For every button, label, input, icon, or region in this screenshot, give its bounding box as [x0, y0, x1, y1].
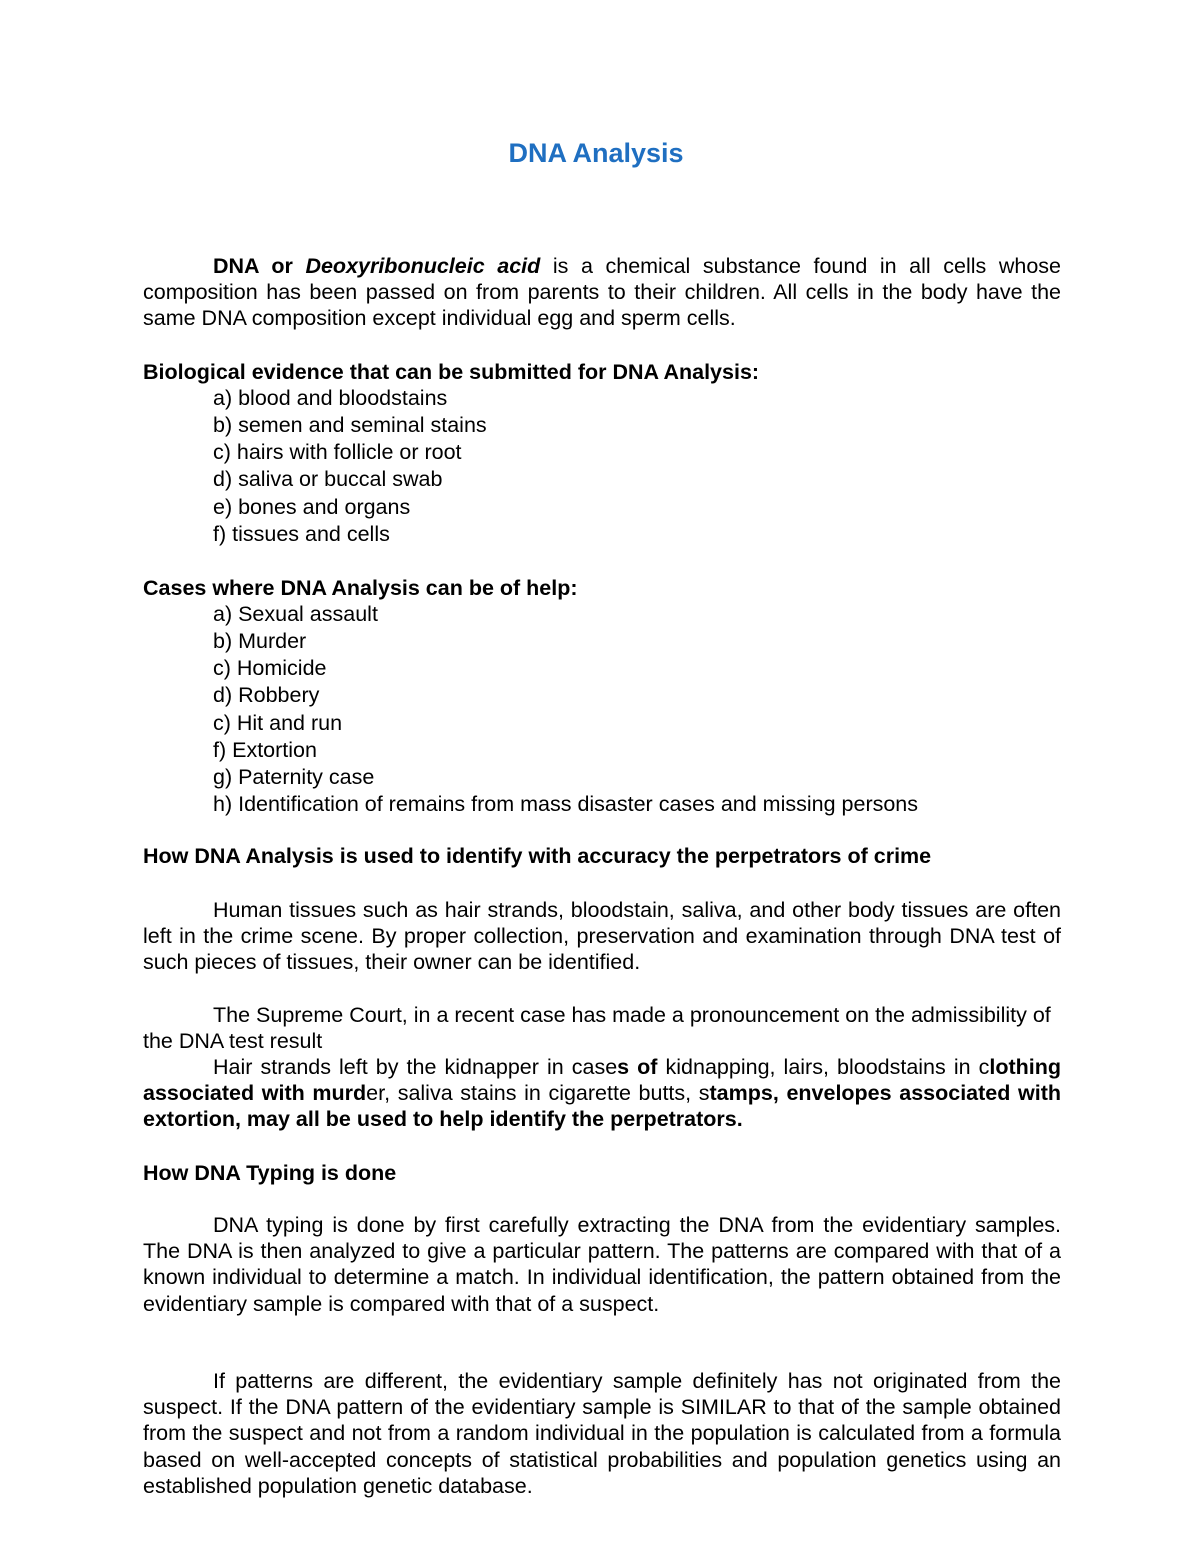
p3-text-a: Hair strands left by the kidnapper in case	[213, 1055, 618, 1079]
cases-section	[143, 575, 1061, 818]
document-page	[143, 0, 1061, 1553]
typing-heading: How DNA Typing is done	[143, 1161, 397, 1185]
intro-term-full: Deoxyribonucleic acid	[305, 254, 541, 278]
typing-p1-block	[143, 1212, 1061, 1317]
document-title: DNA Analysis	[508, 138, 684, 168]
list-item: f) Extortion	[213, 737, 317, 762]
list-item: h) Identification of remains from mass disaster cases and missing persons	[213, 791, 919, 816]
list-item: e) bones and organs	[213, 494, 411, 519]
p3-text-b: s of	[617, 1055, 658, 1079]
p3-text-f: tamps, envelopes associated with extortion, may all be used to help identify the perpetrators.	[143, 1081, 1061, 1132]
p3-text-d: lothing associated with murd	[143, 1055, 1061, 1106]
typing-p2-block	[143, 1368, 1061, 1499]
list-item: b) Murder	[213, 629, 307, 654]
cases-list	[143, 601, 1061, 818]
list-item: c) hairs with follicle or root	[213, 440, 462, 465]
list-item: c) Hit and run	[213, 710, 343, 735]
accuracy-heading: How DNA Analysis is used to identify with accuracy the perpetrators of crime	[143, 844, 932, 868]
cases-heading: Cases where DNA Analysis can be of help:	[143, 576, 578, 600]
accuracy-p3-block	[143, 1054, 1061, 1133]
list-item: d) saliva or buccal swab	[213, 467, 443, 492]
accuracy-p1-block	[143, 897, 1061, 976]
intro-paragraph	[143, 253, 1061, 332]
accuracy-p2-block	[143, 1002, 1061, 1054]
accuracy-paragraph-1: Human tissues such as hair strands, bloodstain, saliva, and other body tissues are often left in the crime scene. By proper collection, preservation and examination through DNA test of such pieces of tissues, their owner can be identified.	[143, 898, 1061, 975]
evidence-list	[143, 385, 1061, 548]
evidence-heading: Biological evidence that can be submitted for DNA Analysis:	[143, 360, 760, 384]
p3-text-c: kidnapping, lairs, bloodstains in c	[657, 1055, 990, 1079]
intro-text: is a chemical substance found in all cells whose composition has been passed on from parents to their children. All cells in the body have the same DNA composition except individual egg and sperm cells.	[143, 254, 1061, 331]
evidence-section	[143, 359, 1061, 548]
typing-paragraph-1: DNA typing is done by first carefully extracting the DNA from the evidentiary samples. The DNA is then analyzed to give a particular pattern. The patterns are compared with that of a known individual to determine a match. In individual identification, the pattern obtained from the evidentiary sample is compared with that of a suspect.	[143, 1213, 1061, 1316]
list-item: g) Paternity case	[213, 764, 375, 789]
typing-paragraph-2: If patterns are different, the evidentiary sample definitely has not originated from the suspect. If the DNA pattern of the evidentiary sample is SIMILAR to that of the sample obtained from the suspect and not from a random individual in the population is calculated from a formula based on well-accepted concepts of statistical probabilities and population genetics using an established population genetic database.	[143, 1369, 1061, 1498]
list-item: f) tissues and cells	[213, 521, 390, 546]
accuracy-paragraph-2: The Supreme Court, in a recent case has made a pronouncement on the admissibility of the DNA test result	[143, 1003, 1051, 1054]
list-item: d) Robbery	[213, 683, 320, 708]
intro-section	[143, 253, 1061, 332]
intro-term-abbr: DNA or	[213, 254, 306, 278]
list-item: a) Sexual assault	[213, 602, 378, 627]
accuracy-paragraph-3	[143, 1054, 1061, 1133]
p3-text-e: er, saliva stains in cigarette butts, s	[366, 1081, 710, 1106]
list-item: b) semen and seminal stains	[213, 413, 487, 438]
list-item: c) Homicide	[213, 656, 327, 681]
list-item: a) blood and bloodstains	[213, 386, 448, 411]
typing-heading-block	[143, 1160, 1061, 1186]
accuracy-heading-block	[143, 843, 1061, 869]
